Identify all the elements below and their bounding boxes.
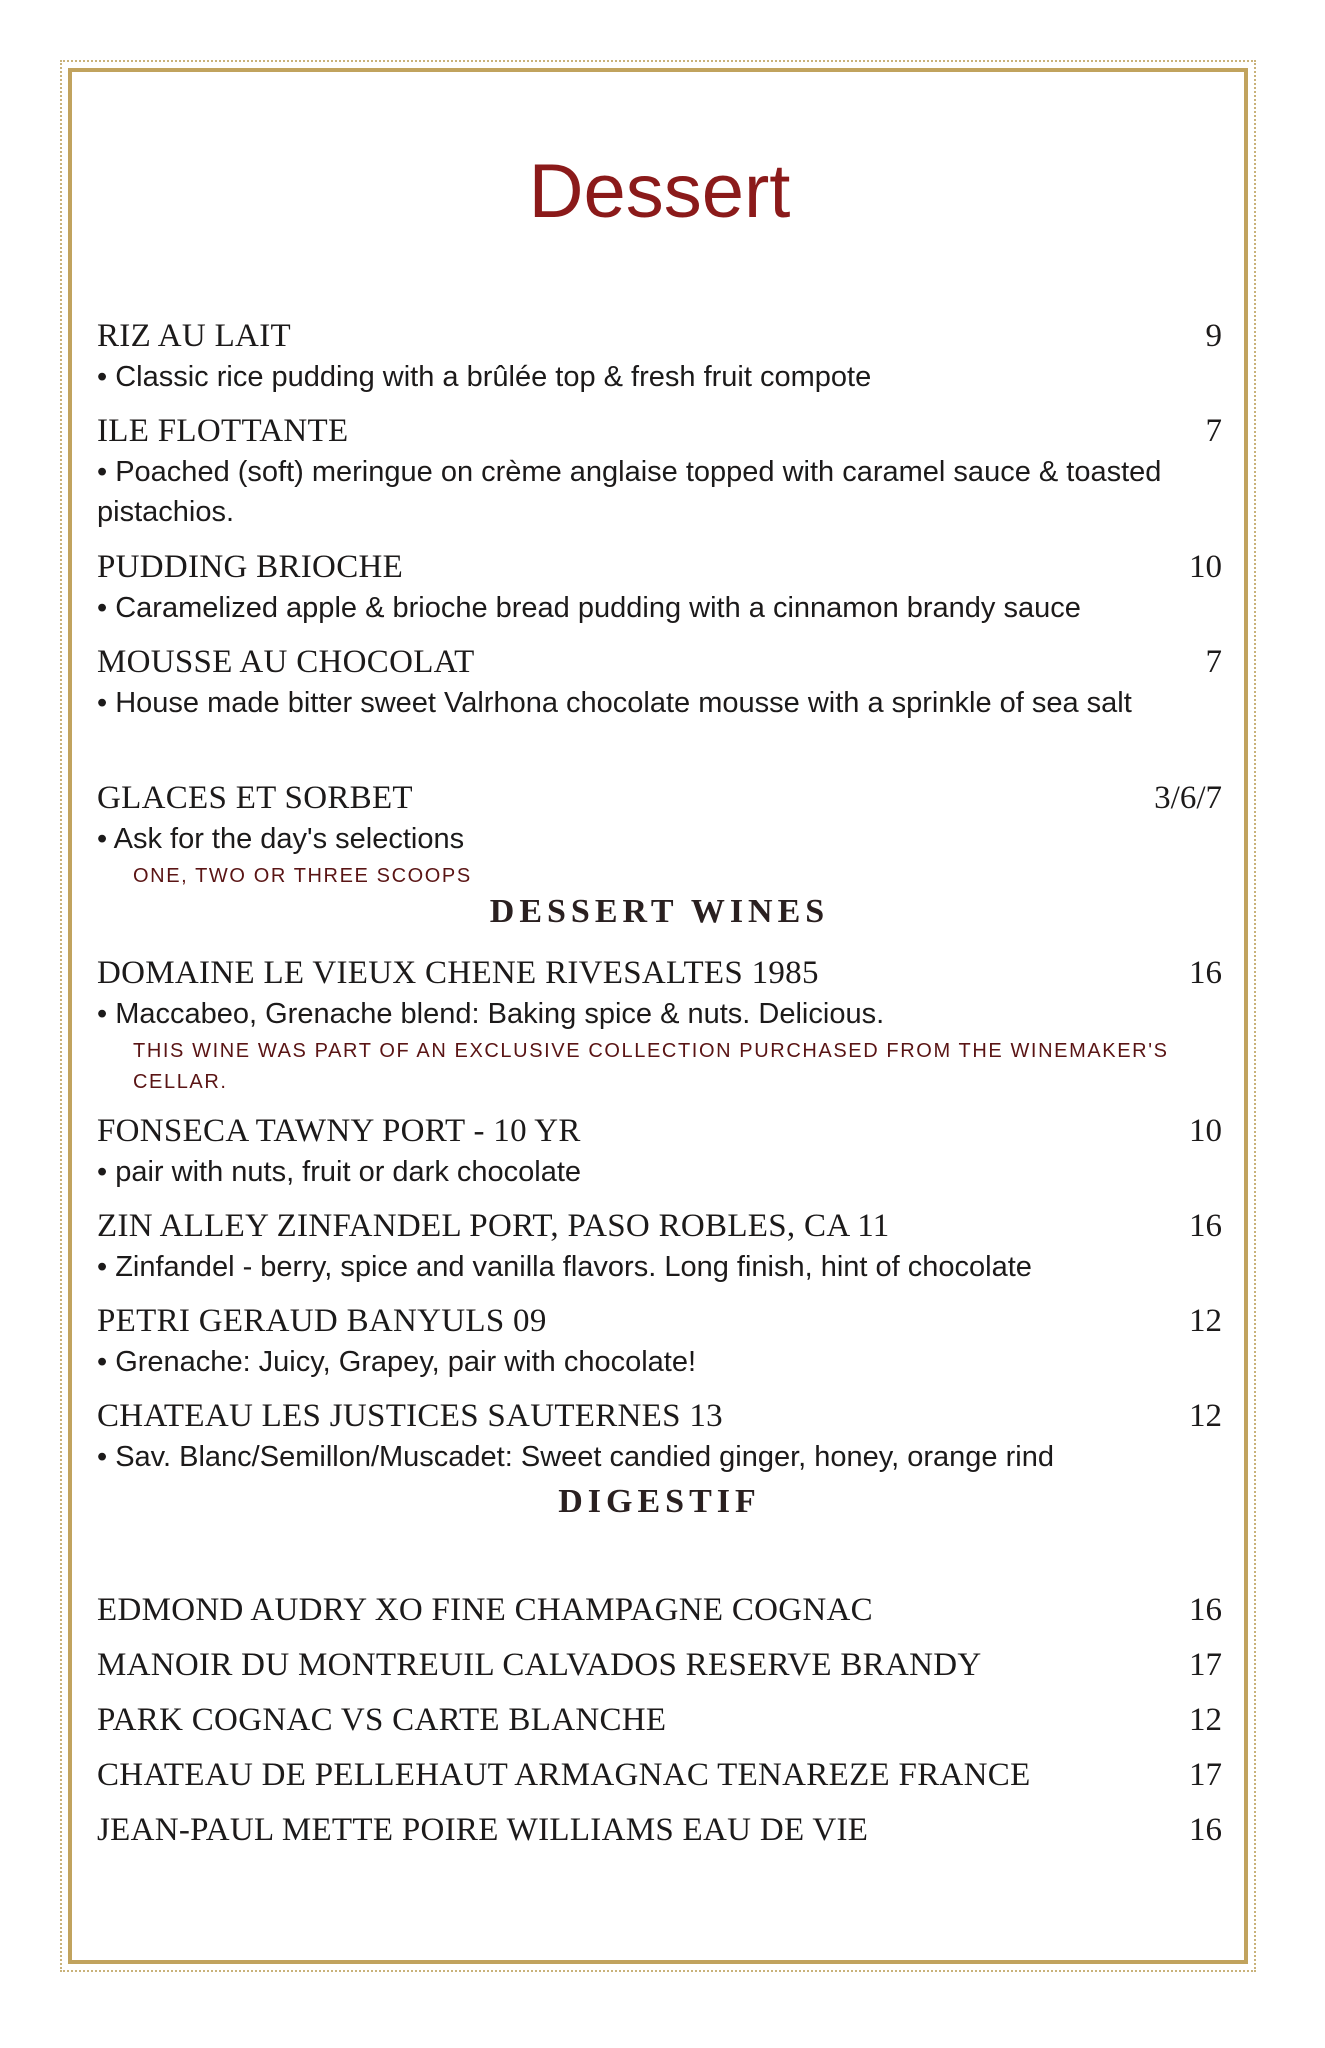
item-price: 16 <box>1189 955 1222 991</box>
item-description: • Ask for the day's selections <box>97 823 465 855</box>
item-name: CHATEAU DE PELLEHAUT ARMAGNAC TENAREZE FRANCE <box>97 1757 1031 1793</box>
menu-item <box>97 780 1222 892</box>
item-name: ILE FLOTTANTE <box>97 413 349 449</box>
item-name: PUDDING BRIOCHE <box>97 549 404 585</box>
menu-item <box>97 318 1222 397</box>
item-note: ONE, TWO OR THREE SCOOPS <box>133 865 472 887</box>
item-price: 12 <box>1189 1303 1222 1339</box>
item-price: 3/6/7 <box>1154 780 1222 816</box>
item-name: MANOIR DU MONTREUIL CALVADOS RESERVE BRANDY <box>97 1647 982 1683</box>
item-price: 16 <box>1189 1812 1222 1848</box>
item-price: 17 <box>1189 1647 1222 1683</box>
item-description: • House made bitter sweet Valrhona chocolate mousse with a sprinkle of sea salt <box>97 687 1132 719</box>
menu-item <box>97 955 1222 1098</box>
menu-item <box>97 1303 1222 1382</box>
item-description: • Maccabeo, Grenache blend: Baking spice & nuts. Delicious. <box>97 998 885 1030</box>
item-name: PARK COGNAC VS CARTE BLANCHE <box>97 1702 667 1738</box>
item-description: • Classic rice pudding with a brûlée top & fresh fruit compote <box>97 361 872 393</box>
menu-item <box>97 1113 1222 1192</box>
item-name: RIZ AU LAIT <box>97 318 291 354</box>
item-description: • Poached (soft) meringue on crème anglaise topped with caramel sauce & toasted pistachios. <box>97 456 1162 528</box>
item-price: 7 <box>1205 413 1222 449</box>
menu-item <box>97 549 1222 628</box>
section-heading-dessert-wines: DESSERT WINES <box>489 893 830 930</box>
menu-item <box>97 1702 1222 1739</box>
item-name: FONSECA TAWNY PORT - 10 YR <box>97 1113 581 1149</box>
item-description: • Zinfandel - berry, spice and vanilla flavors. Long finish, hint of chocolate <box>97 1251 1032 1283</box>
item-description: • pair with nuts, fruit or dark chocolate <box>97 1156 582 1188</box>
menu-item <box>97 644 1222 723</box>
item-description: • Sav. Blanc/Semillon/Muscadet: Sweet candied ginger, honey, orange rind <box>97 1441 1054 1473</box>
item-price: 7 <box>1205 644 1222 680</box>
item-name: CHATEAU LES JUSTICES SAUTERNES 13 <box>97 1398 723 1434</box>
item-name: PETRI GERAUD BANYULS 09 <box>97 1303 547 1339</box>
item-price: 10 <box>1189 549 1222 585</box>
item-name: JEAN-PAUL METTE POIRE WILLIAMS EAU DE VIE <box>97 1812 869 1848</box>
menu-item <box>97 413 1222 532</box>
item-price: 16 <box>1189 1208 1222 1244</box>
item-price: 17 <box>1189 1757 1222 1793</box>
item-name: MOUSSE AU CHOCOLAT <box>97 644 475 680</box>
item-description: • Grenache: Juicy, Grapey, pair with chocolate! <box>97 1346 697 1378</box>
menu-item <box>97 1647 1222 1684</box>
menu-item <box>97 1398 1222 1477</box>
item-price: 9 <box>1205 318 1222 354</box>
menu-item <box>97 1208 1222 1287</box>
menu-item <box>97 1592 1222 1629</box>
item-price: 12 <box>1189 1398 1222 1434</box>
item-name: DOMAINE LE VIEUX CHENE RIVESALTES 1985 <box>97 955 819 991</box>
page-title: Dessert <box>528 149 791 234</box>
menu-content <box>97 0 1222 2048</box>
item-description: • Caramelized apple & brioche bread pudding with a cinnamon brandy sauce <box>97 592 1081 624</box>
item-name: EDMOND AUDRY XO FINE CHAMPAGNE COGNAC <box>97 1592 873 1628</box>
item-name: GLACES ET SORBET <box>97 780 413 816</box>
item-price: 16 <box>1189 1592 1222 1628</box>
menu-item <box>97 1812 1222 1849</box>
item-price: 12 <box>1189 1702 1222 1738</box>
section-heading-digestif: DIGESTIF <box>558 1483 761 1520</box>
item-note: THIS WINE WAS PART OF AN EXCLUSIVE COLLECTION PURCHASED FROM THE WINEMAKER'S CELLAR. <box>133 1040 1169 1093</box>
menu-item <box>97 1757 1222 1794</box>
item-name: ZIN ALLEY ZINFANDEL PORT, PASO ROBLES, CA 11 <box>97 1208 890 1244</box>
item-price: 10 <box>1189 1113 1222 1149</box>
